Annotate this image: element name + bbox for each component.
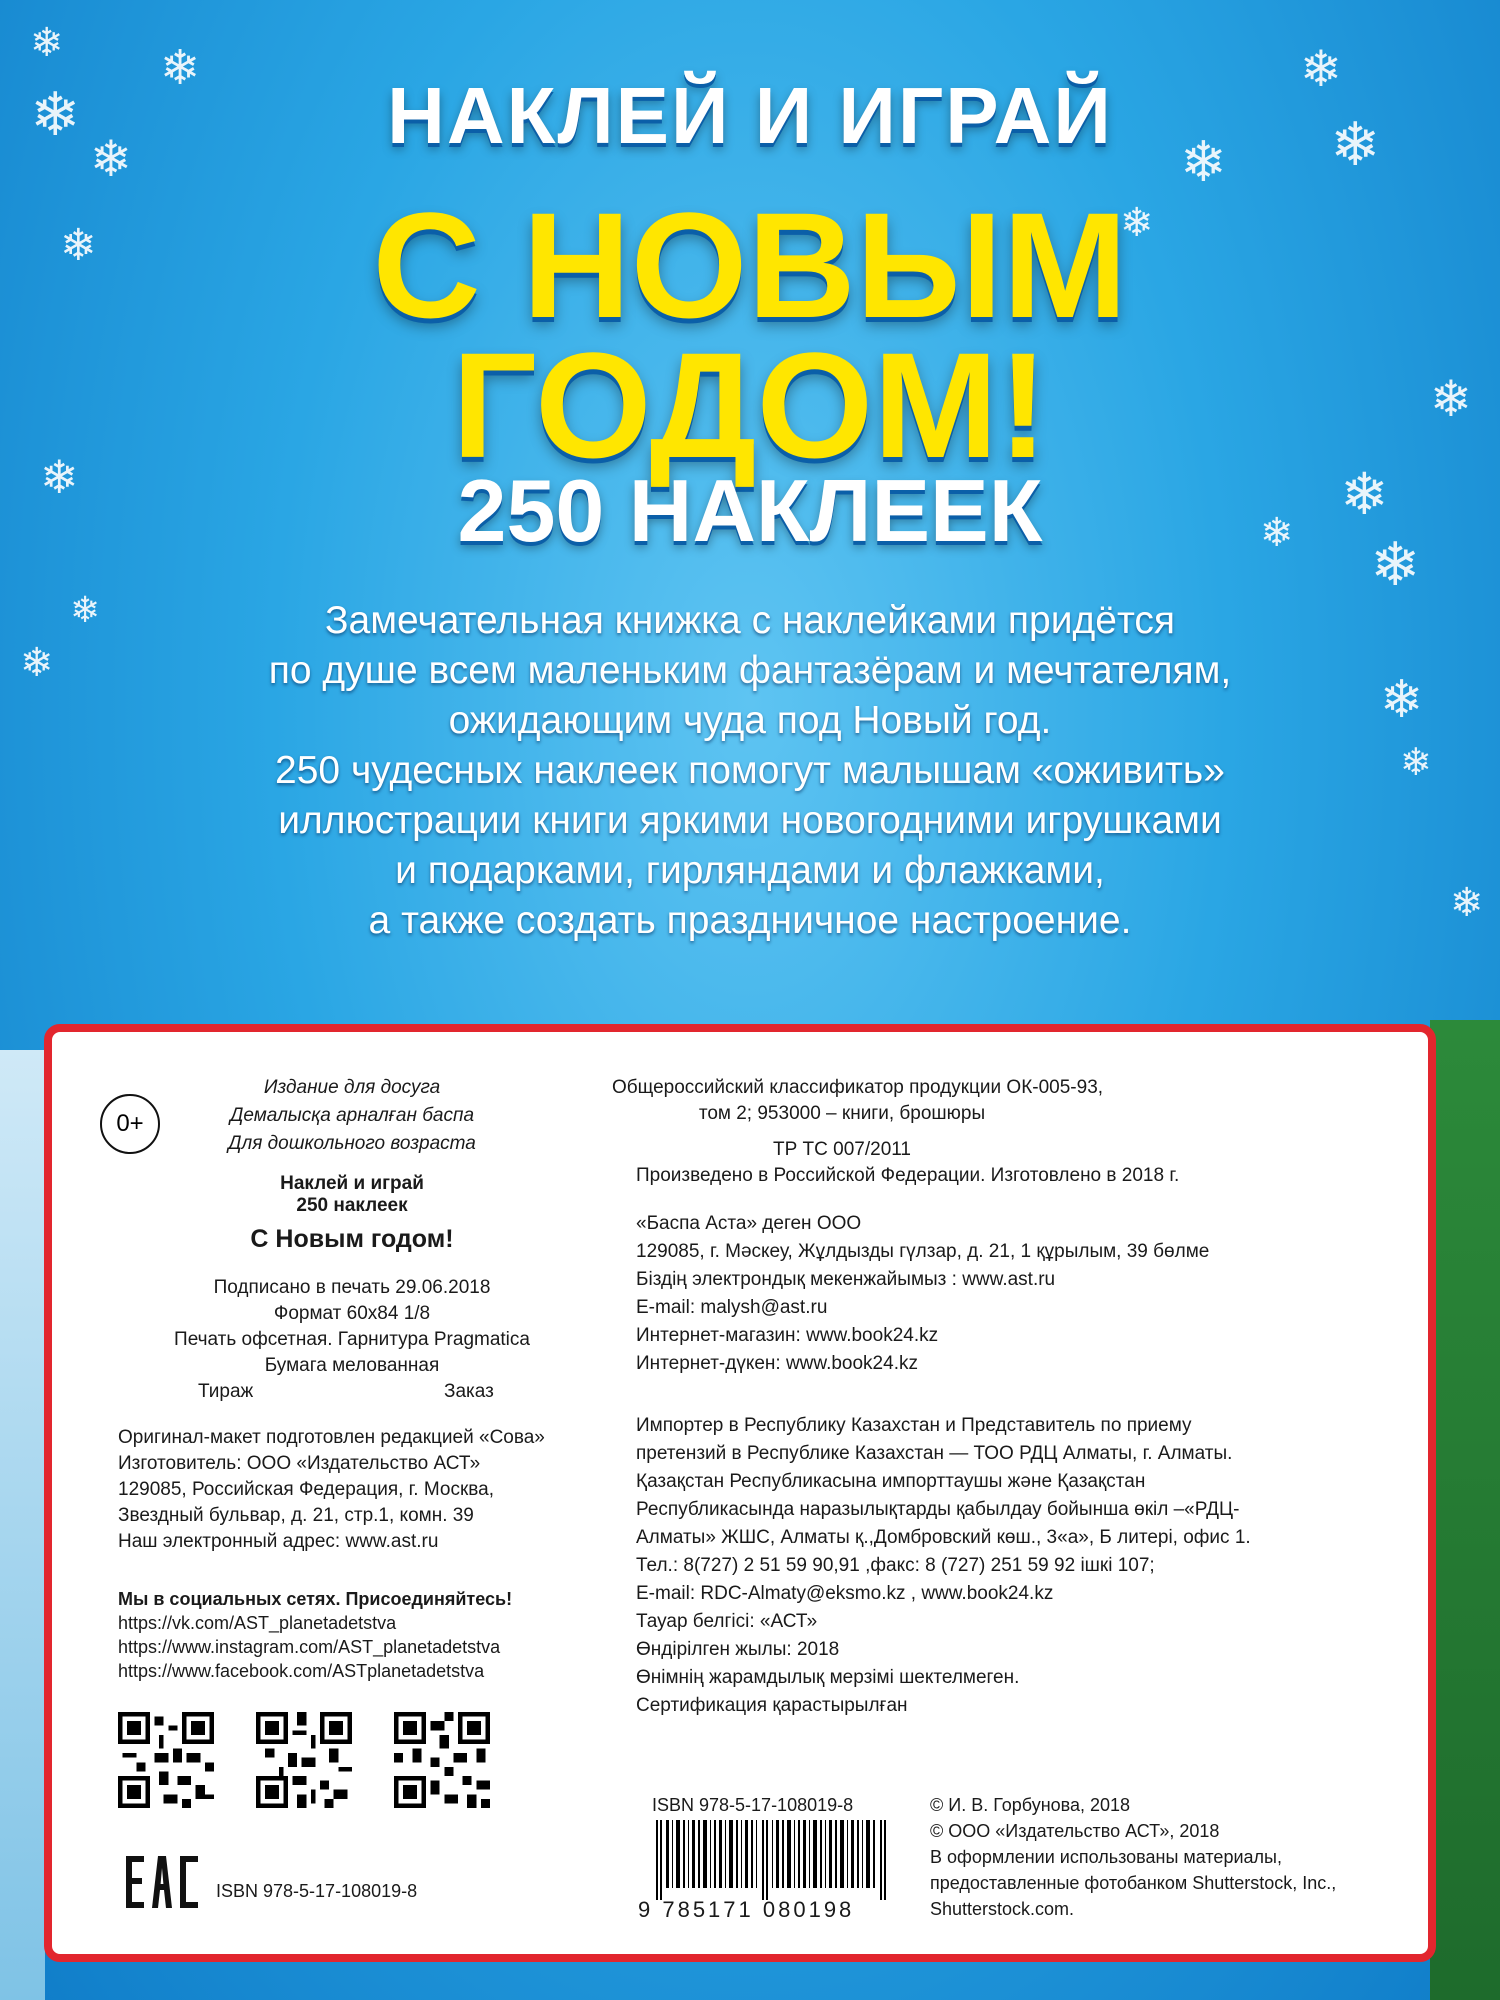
snowflake-icon: ❄ — [60, 220, 97, 271]
edition-line: Демалысқа арналған баспа — [229, 1105, 475, 1126]
snowflake-icon: ❄ — [1120, 200, 1154, 246]
kz-publisher-line: Біздің электрондық мекенжайымыз : www.ast.ru — [636, 1269, 1056, 1290]
social-link-instagram[interactable]: https://www.instagram.com/AST_planetadetstva — [118, 1637, 501, 1657]
kz-publisher-line: 129085, г. Мәскеу, Жұлдызды гүлзар, д. 21, 1 құрылым, 39 бөлме — [636, 1241, 1210, 1262]
qr-code-icon — [394, 1712, 490, 1808]
snowflake-icon: ❄ — [40, 450, 79, 504]
snowflake-icon: ❄ — [20, 640, 54, 686]
print-line: Формат 60х84 1/8 — [273, 1303, 431, 1324]
sticker-count: 250 НАКЛЕЕК — [457, 461, 1043, 560]
isbn-bottom: ISBN 978-5-17-108019-8 — [216, 1881, 418, 1901]
print-line: Бумага мелованная — [264, 1355, 440, 1376]
snowflake-icon: ❄ — [30, 80, 81, 150]
book-series: Наклей и играй — [280, 1173, 424, 1194]
maker-line: Наш электронный адрес: www.ast.ru — [118, 1531, 439, 1552]
zakaz-label: Заказ — [444, 1381, 494, 1402]
importer-line: Республикасында наразылықтарды қабылдау бойынша өкіл –«РДЦ- — [636, 1499, 1240, 1520]
copyright-line: предоставленные фотобанком Shutterstock, Inc., — [930, 1873, 1337, 1893]
importer-line: Алматы» ЖШС, Алматы қ.,Домбровский көш., 3«а», Б литері, офис 1. — [636, 1527, 1251, 1548]
classifier-line: Общероссийский классификатор продукции ОК-005-93, — [612, 1077, 1104, 1098]
importer-line: Қазақстан Республикасына импорттаушы және Қазақстан — [636, 1471, 1146, 1492]
main-title-line1: С НОВЫМ — [372, 181, 1128, 349]
snowflake-icon: ❄ — [1260, 510, 1294, 556]
tirazh-label: Тираж — [198, 1381, 254, 1402]
barcode-icon — [652, 1820, 892, 1900]
importer-line: претензий в Республике Казахстан — ТОО РДЦ Алматы, г. Алматы. — [636, 1443, 1233, 1464]
description-line: 250 чудесных наклеек помогут малышам «оживить» — [275, 749, 1225, 792]
print-line: Подписано в печать 29.06.2018 — [213, 1277, 491, 1298]
importer-line: Тел.: 8(727) 2 51 59 90,91 ,факс: 8 (727) 251 59 92 ішкі 107; — [636, 1555, 1155, 1576]
snowflake-icon: ❄ — [1380, 670, 1424, 730]
barcode-number: 9 785171 080198 — [638, 1897, 855, 1922]
maker-line: Изготовитель: ООО «Издательство АСТ» — [118, 1453, 481, 1474]
description-line: иллюстрации книги яркими новогодними игрушками — [278, 799, 1222, 842]
copyright-line: В оформлении использованы материалы, — [930, 1847, 1282, 1867]
book-title: С Новым годом! — [250, 1225, 454, 1253]
isbn-barcode-label: ISBN 978-5-17-108019-8 — [652, 1795, 854, 1815]
age-rating-badge: 0+ — [100, 1094, 160, 1154]
description-line: ожидающим чуда под Новый год. — [448, 699, 1052, 742]
book-count: 250 наклеек — [296, 1195, 408, 1216]
snowflake-icon: ❄ — [1370, 530, 1421, 600]
description-line: Замечательная книжка с наклейками придётся — [324, 599, 1176, 642]
eac-mark-icon — [122, 1852, 202, 1912]
snowflake-icon: ❄ — [1330, 110, 1381, 180]
snowflake-icon: ❄ — [30, 20, 64, 66]
kz-publisher-line: E-mail: malysh@ast.ru — [636, 1297, 828, 1318]
qr-code-icon — [118, 1712, 214, 1808]
main-title-line2: ГОДОМ! — [451, 321, 1049, 489]
series-title: НАКЛЕЙ И ИГРАЙ — [387, 71, 1113, 160]
snowflake-icon: ❄ — [70, 590, 101, 631]
edition-line: Издание для досуга — [263, 1077, 441, 1098]
imprint-panel — [44, 1024, 1436, 1962]
print-line: Печать офсетная. Гарнитура Pragmatica — [174, 1329, 530, 1350]
classifier-line: том 2; 953000 – книги, брошюры — [698, 1103, 986, 1124]
description-line: а также создать праздничное настроение. — [368, 899, 1132, 942]
importer-line: Өндірілген жылы: 2018 — [636, 1639, 840, 1660]
kz-publisher-line: Интернет-магазин: www.book24.kz — [636, 1325, 939, 1346]
edition-line: Для дошкольного возраста — [228, 1133, 476, 1154]
maker-line: 129085, Российская Федерация, г. Москва, — [118, 1479, 494, 1500]
importer-line: Сертификация қарастырылған — [636, 1695, 908, 1716]
snowflake-icon: ❄ — [1300, 40, 1342, 98]
description-line: и подарками, гирляндами и флажками, — [395, 849, 1105, 892]
importer-line: E-mail: RDC-Almaty@eksmo.kz , www.book24.kz — [636, 1583, 1054, 1604]
snowflake-icon: ❄ — [1340, 460, 1389, 528]
social-link-facebook[interactable]: https://www.facebook.com/ASTplanetadetstva — [118, 1661, 485, 1681]
kz-publisher-line: «Баспа Аста» деген ООО — [636, 1213, 862, 1234]
snowflake-icon: ❄ — [1400, 740, 1432, 784]
kz-publisher-line: Интернет-дүкен: www.book24.kz — [636, 1353, 918, 1374]
snowflake-icon: ❄ — [1180, 130, 1227, 195]
snowflake-icon: ❄ — [90, 130, 132, 188]
snowflake-icon: ❄ — [1430, 370, 1472, 428]
maker-line: Звездный бульвар, д. 21, стр.1, комн. 39 — [118, 1505, 474, 1526]
importer-line: Өнімнің жарамдылық мерзімі шектелмеген. — [636, 1667, 1020, 1688]
fir-tree-right — [1430, 1020, 1500, 2000]
social-link-vk[interactable]: https://vk.com/AST_planetadetstva — [118, 1613, 397, 1633]
snowflake-icon: ❄ — [1450, 880, 1484, 926]
copyright-line: Shutterstock.com. — [930, 1899, 1075, 1919]
qr-code-icon — [256, 1712, 352, 1808]
social-heading: Мы в социальных сетях. Присоединяйтесь! — [118, 1589, 513, 1609]
copyright-line: © И. В. Горбунова, 2018 — [930, 1795, 1131, 1815]
produced-line: Произведено в Российской Федерации. Изготовлено в 2018 г. — [636, 1165, 1180, 1186]
snowy-tree-left — [0, 1050, 45, 2000]
book-description — [100, 596, 1400, 946]
description-line: по душе всем маленьким фантазёрам и мечтателям, — [268, 649, 1232, 692]
importer-line: Тауар белгісі: «АСТ» — [636, 1611, 818, 1632]
copyright-line: © ООО «Издательство АСТ», 2018 — [930, 1821, 1220, 1841]
tr-ts: ТР ТС 007/2011 — [772, 1139, 911, 1160]
maker-line: Оригинал-макет подготовлен редакцией «Сова» — [118, 1427, 545, 1448]
importer-line: Импортер в Республику Казахстан и Представитель по приему — [636, 1415, 1192, 1436]
snowflake-icon: ❄ — [160, 40, 201, 96]
